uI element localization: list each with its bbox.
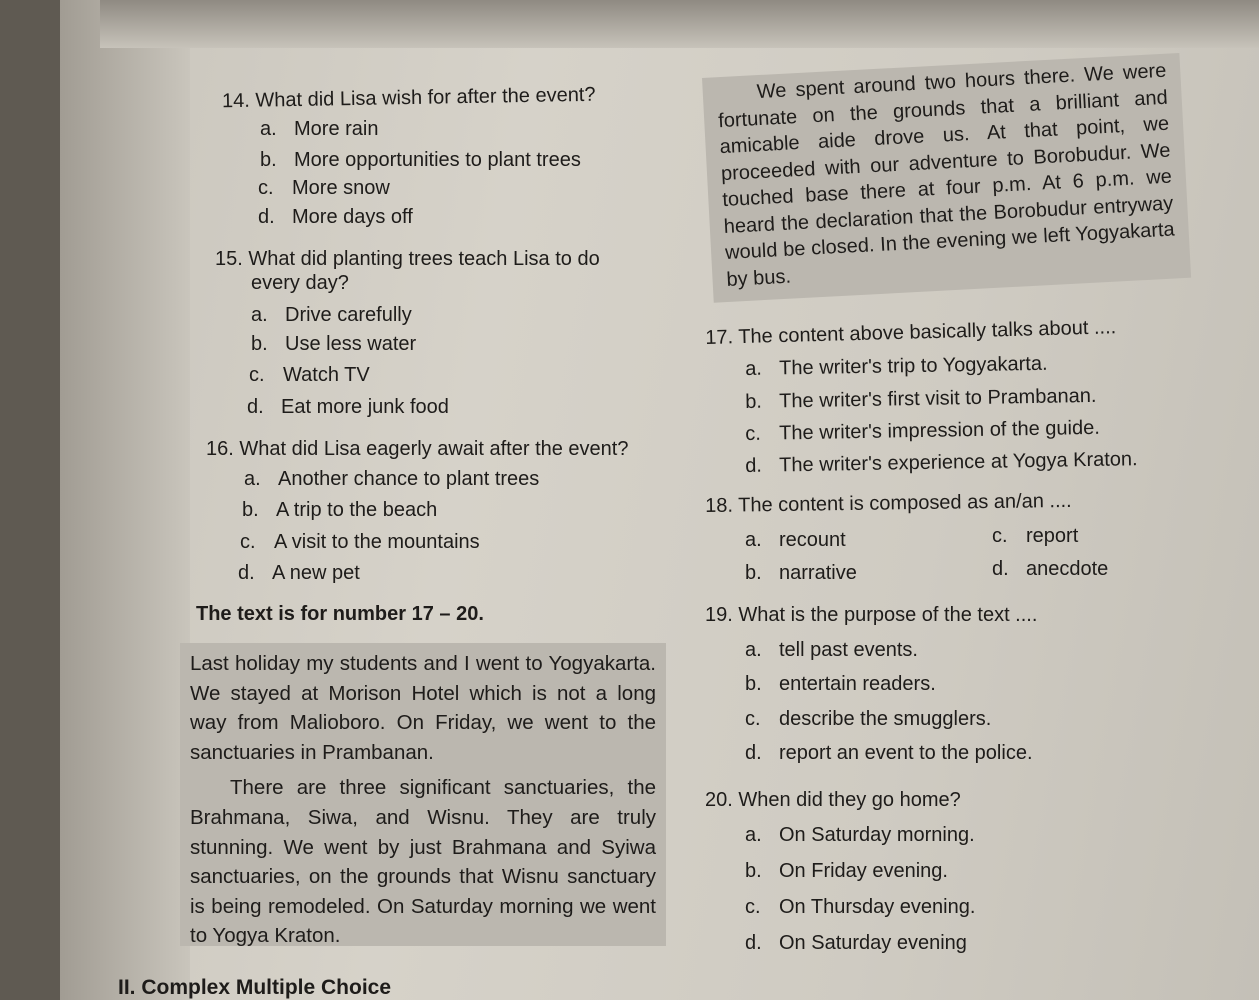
option-18b: b. narrative <box>745 562 857 584</box>
option-17a: a. The writer's trip to Yogyakarta. <box>745 352 1048 380</box>
option-19b: b. entertain readers. <box>745 673 936 695</box>
question-17: 17. The content above basically talks about .... <box>705 316 1117 349</box>
question-14: 14. What did Lisa wish for after the event? <box>221 83 596 113</box>
option-20a: a. On Saturday morning. <box>745 824 975 846</box>
question-19: 19. What is the purpose of the text .... <box>705 604 1038 626</box>
section-2-heading: II. Complex Multiple Choice <box>118 976 392 999</box>
option-14b: b. More opportunities to plant trees <box>260 149 581 171</box>
option-20b: b. On Friday evening. <box>745 860 948 882</box>
option-16d: d. A new pet <box>238 562 360 584</box>
question-15-line2: every day? <box>251 272 349 294</box>
passage-paragraph-2: There are three significant sanctuaries, the Brahmana, Siwa, and Wisnu. They are truly stunning. We went by just Brahmana and Syiwa sanctuaries, on the grounds that Wisnu sanctuary is being remodeled. On Saturday morning we went to Yogya Kraton. <box>190 776 656 948</box>
section-heading: The text is for number 17 – 20. <box>196 603 484 625</box>
option-16a: a. Another chance to plant trees <box>244 468 540 490</box>
option-16b: b. A trip to the beach <box>242 499 438 521</box>
option-15d: d. Eat more junk food <box>247 396 449 418</box>
option-20c: c. On Thursday evening. <box>745 896 976 918</box>
option-17d: d. The writer's experience at Yogya Kraton. <box>745 448 1138 477</box>
question-20: 20. When did they go home? <box>705 789 961 811</box>
option-16c: c. A visit to the mountains <box>240 531 480 553</box>
option-19d: d. report an event to the police. <box>745 742 1033 764</box>
passage-box-right <box>702 53 1191 303</box>
passage-box-left <box>180 643 666 946</box>
option-17b: b. The writer's first visit to Prambanan. <box>745 384 1097 413</box>
question-18: 18. The content is composed as an/an .... <box>705 489 1072 517</box>
passage-paragraph-3: We spent around two hours there. We were fortunate on the grounds that a brilliant and amicable aide drove us. At that point, we proceeded with our adventure to Borobudur. We touched base there at four p.m. At 6 p.m. we heard the declaration that the Borobudur entryway would be closed. In the evening we left Yogyakarta by bus. <box>717 59 1176 291</box>
option-15b: b. Use less water <box>251 333 417 355</box>
option-18a: a. recount <box>745 529 846 551</box>
option-19c: c. describe the smugglers. <box>745 708 992 730</box>
passage-paragraph-1: Last holiday my students and I went to Yogyakarta. We stayed at Morison Hotel which is not a long way from Malioboro. On Friday, we went to the sanctuaries in Prambanan. <box>190 652 656 764</box>
question-15: 15. What did planting trees teach Lisa to do <box>215 248 600 270</box>
option-15c: c. Watch TV <box>249 364 370 386</box>
option-14d: d. More days off <box>258 206 413 228</box>
option-18c: c. report <box>992 525 1079 547</box>
option-17c: c. The writer's impression of the guide. <box>745 416 1100 445</box>
question-16: 16. What did Lisa eagerly await after the event? <box>206 438 629 460</box>
option-14c: c. More snow <box>258 177 390 199</box>
option-19a: a. tell past events. <box>745 639 918 661</box>
option-20d: d. On Saturday evening <box>745 932 967 954</box>
page-top-edge <box>100 0 1259 48</box>
option-18d: d. anecdote <box>992 558 1109 580</box>
page-gutter-shadow <box>60 0 190 1000</box>
option-15a: a. Drive carefully <box>251 304 412 326</box>
option-14a: a. More rain <box>260 118 379 140</box>
